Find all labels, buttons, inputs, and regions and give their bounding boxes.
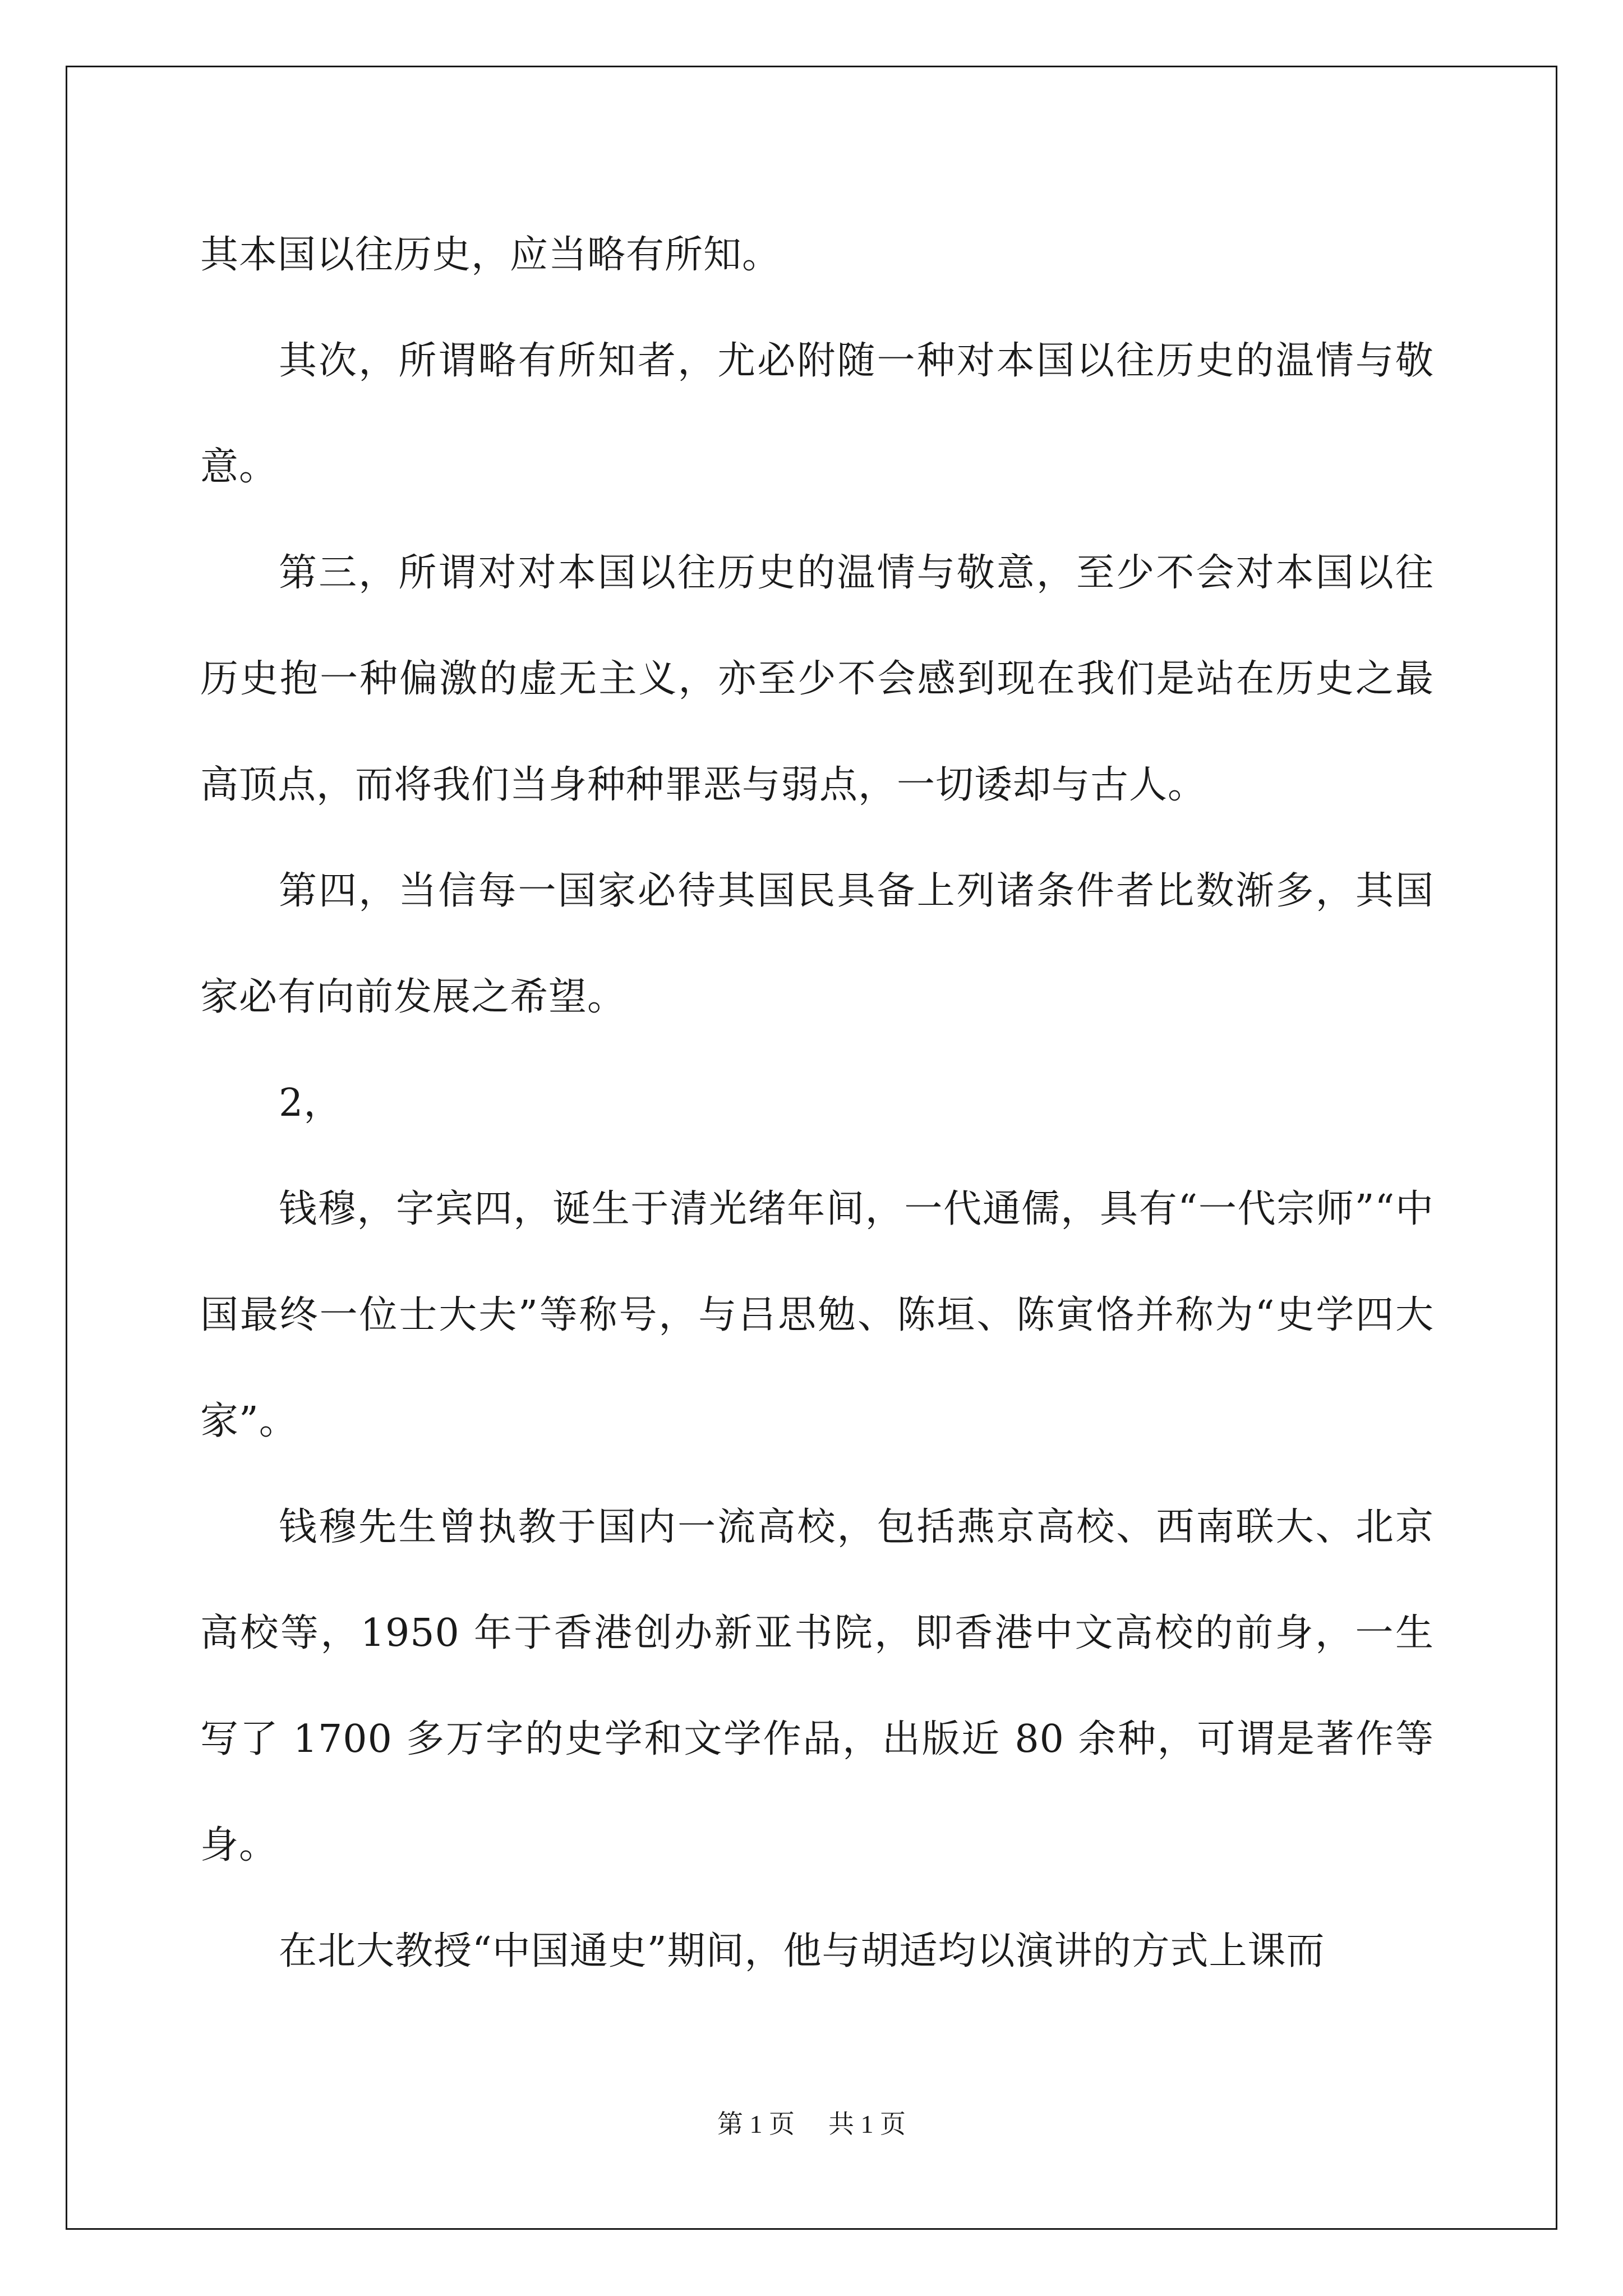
paragraph-5: 2，: [279, 1081, 343, 1125]
paragraph-1: 其本国以往历史，应当略有所知。: [200, 233, 781, 277]
paragraph-3: 第三，所谓对对本国以往历史的温情与敬意，至少不会对本国以往历史抱一种偏激的虚无主义，亦至少不会感到现在我们是站在历史之最高顶点，而将我们当身种种罪恶与弱点，一切诿却与古人。: [200, 551, 1434, 807]
page-number-total: 共 1 页: [828, 2110, 906, 2138]
page-footer: [0, 2104, 1623, 2141]
paragraph-7: 钱穆先生曾执教于国内一流高校，包括燕京高校、西南联大、北京高校等，1950 年于香港创办新亚书院，即香港中文高校的前身，一生写了 1700 多万字的史学和文学作品，出版近 80 余种，可谓是著作等身。: [200, 1505, 1434, 1867]
paragraph-6: 钱穆，字宾四，诞生于清光绪年间，一代通儒，具有“一代宗师”“中国最终一位士大夫”等称号，与吕思勉、陈垣、陈寅恪并称为“史学四大家”。: [200, 1187, 1434, 1443]
paragraph-2: 其次，所谓略有所知者，尤必附随一种对本国以往历史的温情与敬意。: [200, 339, 1434, 489]
document-body: [200, 202, 1434, 2004]
paragraph-8: 在北大教授“中国通史”期间，他与胡适均以演讲的方式上课而: [279, 1929, 1325, 1973]
page-number-current: 第 1 页: [717, 2110, 795, 2138]
paragraph-4: 第四，当信每一国家必待其国民具备上列诸条件者比数渐多，其国家必有向前发展之希望。: [200, 869, 1434, 1019]
